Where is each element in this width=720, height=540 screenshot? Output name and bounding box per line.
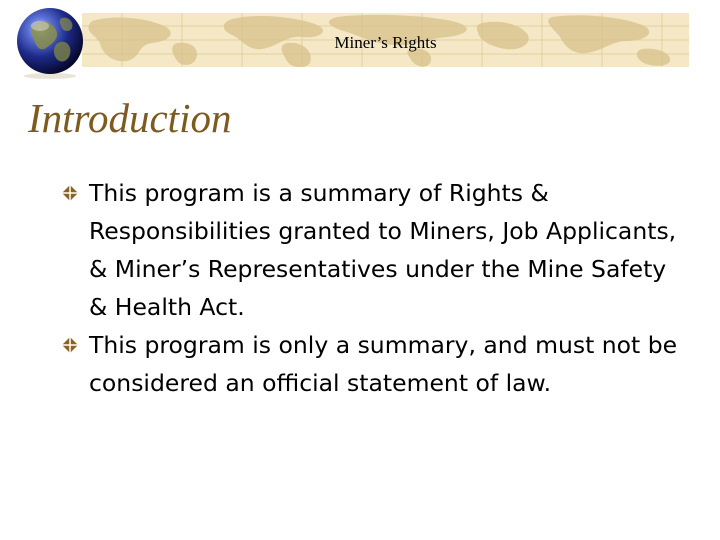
header-title: Miner’s Rights [334,33,437,52]
bullet-text: This program is a summary of Rights & Responsibilities granted to Miners, Job Applicants, & Miner’s Representatives under the Mine Safety & Health Act. [89,179,677,321]
bullet-item [62,174,682,326]
bullet-text: This program is only a summary, and must not be considered an official statement of law. [89,331,678,397]
slide-heading: Introduction [28,95,232,141]
diamond-bullet-icon [62,185,78,201]
header-band [82,13,689,67]
bullet-item [62,326,682,402]
diamond-bullet-icon [62,337,78,353]
globe-icon [12,4,88,80]
bullet-list [62,174,682,402]
